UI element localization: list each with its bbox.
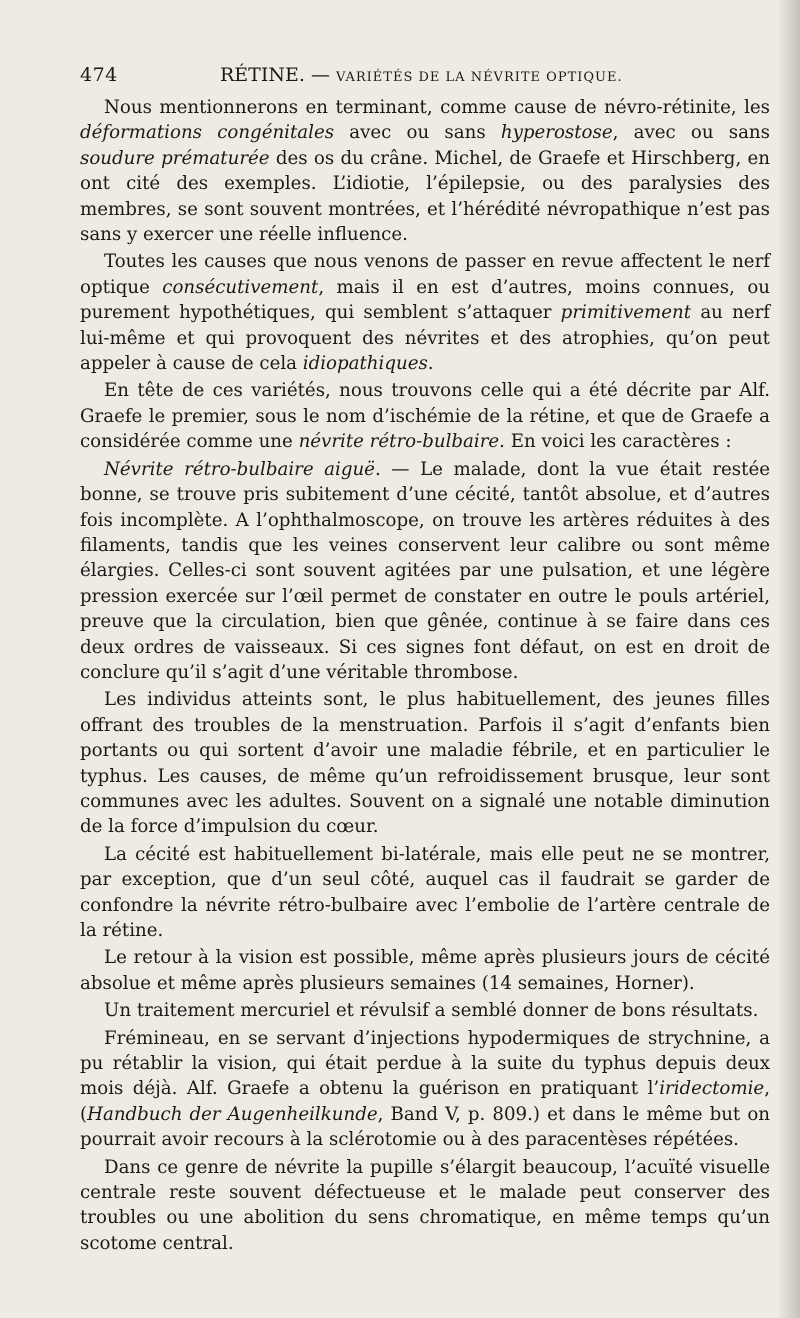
paragraph bbox=[80, 842, 770, 944]
text-run: , mais il en est d’autres, moins connues, ou purement hypothétiques, qui semblent s’attaquer bbox=[80, 276, 770, 324]
text-run: des os du crâne. Michel, de Graefe et Hirschberg, en ont cité des exemples. L’idiotie, l’épilepsie, ou des paralysies des membres, se sont souvent montrées, et l’hérédité névropathique n’est pas sans y exercer une réelle influence. bbox=[80, 147, 770, 246]
paragraph bbox=[80, 378, 770, 454]
text-run: , ( bbox=[80, 1078, 770, 1125]
header-separator: — bbox=[310, 64, 330, 86]
text-run: , Band V, p. 809.) et dans le même but on pourrait avoir recours à la sclérotomie ou à des paracentèses répétées. bbox=[80, 1103, 770, 1151]
page-gutter-shadow bbox=[778, 0, 800, 1318]
text-run: Le retour à la vision est possible, même après plusieurs jours de cécité absolue et même après plusieurs semaines (14 semaines, Horner). bbox=[80, 947, 770, 994]
text-run: . bbox=[427, 353, 434, 375]
italic-text: hyperostose bbox=[500, 122, 613, 144]
text-run: La cécité est habituellement bi-latérale, mais elle peut ne se montrer, par exception, que d’un seul côté, auquel cas il faudrait se garder de confondre la névrite rétro-bulbaire avec l’embolie de l’artère centrale de la rétine. bbox=[80, 843, 770, 941]
paragraph bbox=[80, 95, 770, 247]
text-run: Un traitement mercuriel et révulsif a semblé donner de bons résultats. bbox=[104, 1000, 759, 1022]
running-head bbox=[220, 60, 623, 93]
paragraph bbox=[80, 457, 770, 686]
italic-text: primitivement bbox=[560, 302, 692, 324]
paragraph bbox=[80, 998, 770, 1023]
italic-text: iridectomie bbox=[659, 1078, 765, 1100]
italic-text: déformations congénitales bbox=[80, 122, 335, 144]
page-number: 474 bbox=[80, 64, 118, 86]
text-run: Frémineau, en se servant d’injections hypodermiques de strychnine, a pu rétablir la vision, qui était perdue à la suite du typhus depuis deux mois déjà. Alf. Graefe a obtenu la guérison en pratiquant l’ bbox=[80, 1027, 770, 1100]
text-run: . — Le malade, dont la vue était restée bonne, se trouve pris subitement d’une cécité, tantôt absolue, et d’autres fois incomplète. A l’ophthalmoscope, on trouve les artères réduites à des filaments, tandis que les veines conservent leur calibre ou sont même élargies. Celles-ci sont souvent agitées par une pulsation, et une légère pression exercée sur l’œil permet de constater en outre le pouls artériel, preuve que la circulation, bien que gênée, continue à se faire dans ces deux ordres de vaisseaux. Si ces signes font défaut, on est en droit de conclure qu’il s’agit d’une véritable thrombose. bbox=[80, 458, 770, 683]
italic-text: idiopathiques bbox=[302, 353, 428, 375]
running-header bbox=[80, 60, 770, 90]
italic-text: névrite rétro-bulbaire bbox=[298, 431, 500, 453]
paragraph bbox=[80, 687, 770, 839]
text-run: Les individus atteints sont, le plus habituellement, des jeunes filles offrant des troubles de la menstruation. Parfois il s’agit d’enfants bien portants ou qui sortent d’avoir une maladie fébrile, et en particulier le typhus. Les causes, de même qu’un refroidissement brusque, leur sont communes avec les adultes. Souvent on a signalé une notable diminution de la force d’impulsion du cœur. bbox=[80, 689, 770, 838]
italic-text: Névrite rétro-bulbaire aiguë bbox=[104, 458, 375, 480]
text-run: En tête de ces variétés, nous trouvons celle qui a été décrite par Alf. Graefe le premier, sous le nom d’ischémie de la rétine, et que de Graefe a considérée comme une bbox=[80, 380, 770, 453]
text-run: avec ou sans bbox=[334, 122, 501, 144]
section-subtitle: VARIÉTÉS DE LA NÉVRITE OPTIQUE. bbox=[335, 70, 623, 85]
text-run: au nerf lui-même et qui provoquent des névrites et des atrophies, qu’on peut appeler à cause de cela bbox=[80, 302, 770, 375]
text-run: Dans ce genre de névrite la pupille s’élargit beaucoup, l’acuïté visuelle centrale reste souvent défectueuse et le malade peut conserver des troubles ou une abolition du sens chromatique, en même temps qu’un scotome central. bbox=[80, 1156, 770, 1254]
chapter-title: RÉTINE. bbox=[220, 64, 305, 86]
paragraph bbox=[80, 1155, 770, 1257]
paragraph bbox=[80, 1026, 770, 1153]
italic-text: consécutivement bbox=[162, 276, 319, 298]
text-run: . En voici les caractères : bbox=[499, 431, 732, 453]
body-text bbox=[80, 95, 770, 1258]
italic-text: soudure prématurée bbox=[80, 147, 270, 169]
text-run: Toutes les causes que nous venons de passer en revue affectent le nerf optique bbox=[80, 251, 770, 298]
text-run: , avec ou sans bbox=[612, 122, 770, 144]
paragraph bbox=[80, 945, 770, 996]
paragraph bbox=[80, 249, 770, 376]
text-run: Nous mentionnerons en terminant, comme cause de névro-rétinite, les bbox=[104, 97, 770, 118]
italic-text: Handbuch der Augenheilkunde bbox=[87, 1103, 378, 1125]
